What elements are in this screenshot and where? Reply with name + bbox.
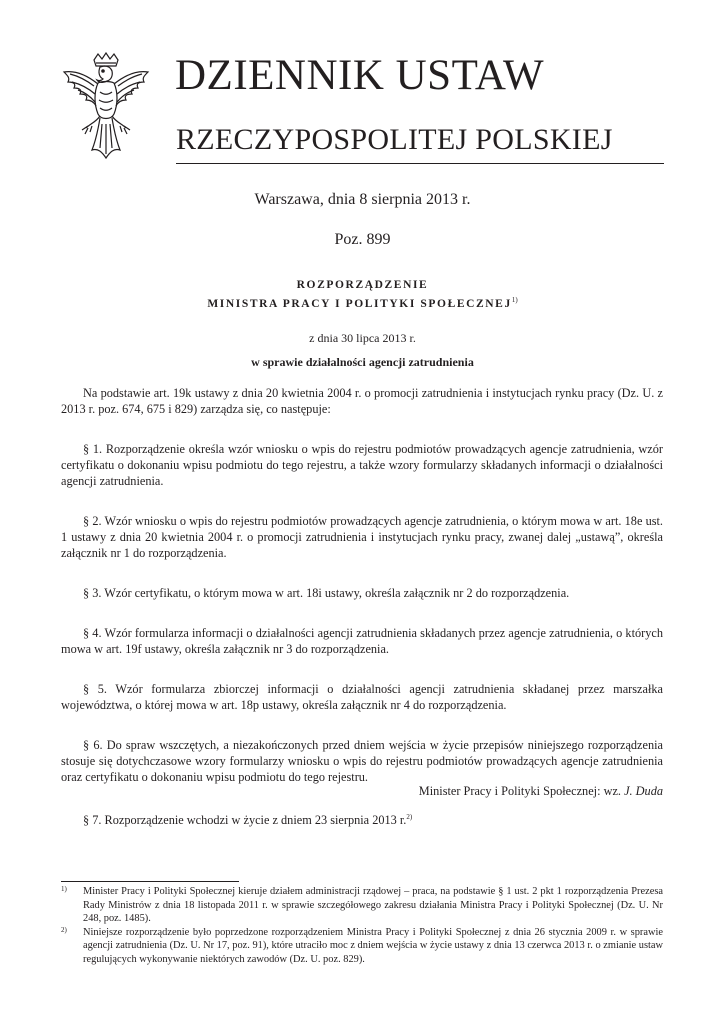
footnote-2 bbox=[61, 926, 663, 967]
header-rule bbox=[176, 163, 664, 164]
footnote-1 bbox=[61, 885, 663, 926]
act-date: z dnia 30 lipca 2013 r. bbox=[309, 331, 416, 345]
publication-date: Warszawa, dnia 8 sierpnia 2013 r. bbox=[254, 191, 471, 208]
paragraph-3: § 3. Wzór certyfikatu, o którym mowa w art. 18i ustawy, określa załącznik nr 2 do rozporządzenia. bbox=[83, 586, 570, 601]
preamble: Na podstawie art. 19k ustawy z dnia 20 kwietnia 2004 r. o promocji zatrudnienia i instytucjach rynku pracy (Dz. U. z 2013 r. poz. 674, 675 i 829) zarządza się, co następuje: bbox=[61, 386, 663, 417]
footnote-1-text: Minister Pracy i Polityki Społecznej kieruje działem administracji rządowej – praca, na podstawie § 1 ust. 2 pkt 1 rozporządzenia Prezesa Rady Ministrów z dnia 18 listopada 2011 r. w sprawie szczegółowego zakresu działania Ministra Pracy i Polityki Społecznej (Dz. U. Nr 248, poz. 1485). bbox=[83, 886, 663, 925]
journal-subtitle: RZECZYPOSPOLITEJ POLSKIEJ bbox=[176, 123, 613, 156]
journal-title: DZIENNIK USTAW bbox=[175, 52, 545, 99]
act-author bbox=[0, 296, 725, 310]
footnote-ref-2: 2) bbox=[406, 812, 413, 821]
polish-eagle-icon bbox=[58, 52, 154, 162]
paragraph-2: § 2. Wzór wniosku o wpis do rejestru podmiotów prowadzących agencje zatrudnienia, o którym mowa w art. 18e ust. 1 ustawy z dnia 20 kwietnia 2004 r. o promocji zatrudnienia i instytucjach rynku pracy, zwanej dalej „ustawą”, określa załącznik nr 1 do rozporządzenia. bbox=[61, 514, 663, 561]
footnote-2-text: Niniejsze rozporządzenie było poprzedzone rozporządzeniem Ministra Pracy i Polityki Społecznej z dnia 26 stycznia 2009 r. w sprawie agencji zatrudnienia (Dz. U. Nr 17, poz. 91), które utraciło moc z dniem wejścia w życie ustawy z dnia 13 czerwca 2013 r. o zmianie ustaw regulujących wykonywanie niektórych zawodów (Dz. U. poz. 829). bbox=[83, 926, 663, 965]
footnote-ref-1: 1) bbox=[511, 296, 518, 304]
signature-prefix: Minister Pracy i Polityki Społecznej: wz. bbox=[418, 784, 621, 798]
act-subject: w sprawie działalności agencji zatrudnienia bbox=[251, 355, 474, 369]
footnote-rule bbox=[61, 881, 239, 882]
paragraph-5: § 5. Wzór formularza zbiorczej informacji o działalności agencji zatrudnienia składanej przez marszałka województwa, o której mowa w art. 18p ustawy, określa załącznik nr 4 do rozporządzenia. bbox=[61, 681, 663, 712]
signatory-name: J. Duda bbox=[624, 784, 663, 798]
paragraph-4: § 4. Wzór formularza informacji o działalności agencji zatrudnienia składanych przez agencje zatrudnienia, o których mowa w art. 19f ustawy, określa załącznik nr 3 do rozporządzenia. bbox=[61, 625, 663, 657]
footnote-2-mark: 2) bbox=[61, 925, 67, 934]
act-type: ROZPORZĄDZENIE bbox=[296, 279, 429, 291]
position-number: Poz. 899 bbox=[334, 231, 391, 248]
act-body bbox=[61, 385, 663, 852]
act-author-text: MINISTRA PRACY I POLITYKI SPOŁECZNEJ bbox=[207, 297, 512, 310]
paragraph-6: § 6. Do spraw wszczętych, a niezakończonych przed dniem wejścia w życie przepisów niniejszego rozporządzenia stosuje się dotychczasowe wzory formularzy wniosku o wpis do rejestru podmiotów prowadzących agencje zatrudnienia oraz certyfikatu o dokonaniu wpisu podmiotu do tego rejestru. bbox=[61, 737, 663, 785]
footnotes bbox=[61, 885, 663, 967]
paragraph-1: § 1. Rozporządzenie określa wzór wniosku o wpis do rejestru podmiotów prowadzących agencje zatrudnienia, wzór certyfikatu o dokonaniu wpisu podmiotu do tego rejestru, a także wzory formularzy składanych informacji o działalności agencji zatrudnienia. bbox=[61, 441, 663, 489]
signature bbox=[419, 784, 663, 799]
footnote-1-mark: 1) bbox=[61, 885, 67, 893]
paragraph-7-text: § 7. Rozporządzenie wchodzi w życie z dniem 23 sierpnia 2013 r. bbox=[83, 812, 407, 827]
paragraph-7 bbox=[61, 809, 663, 828]
